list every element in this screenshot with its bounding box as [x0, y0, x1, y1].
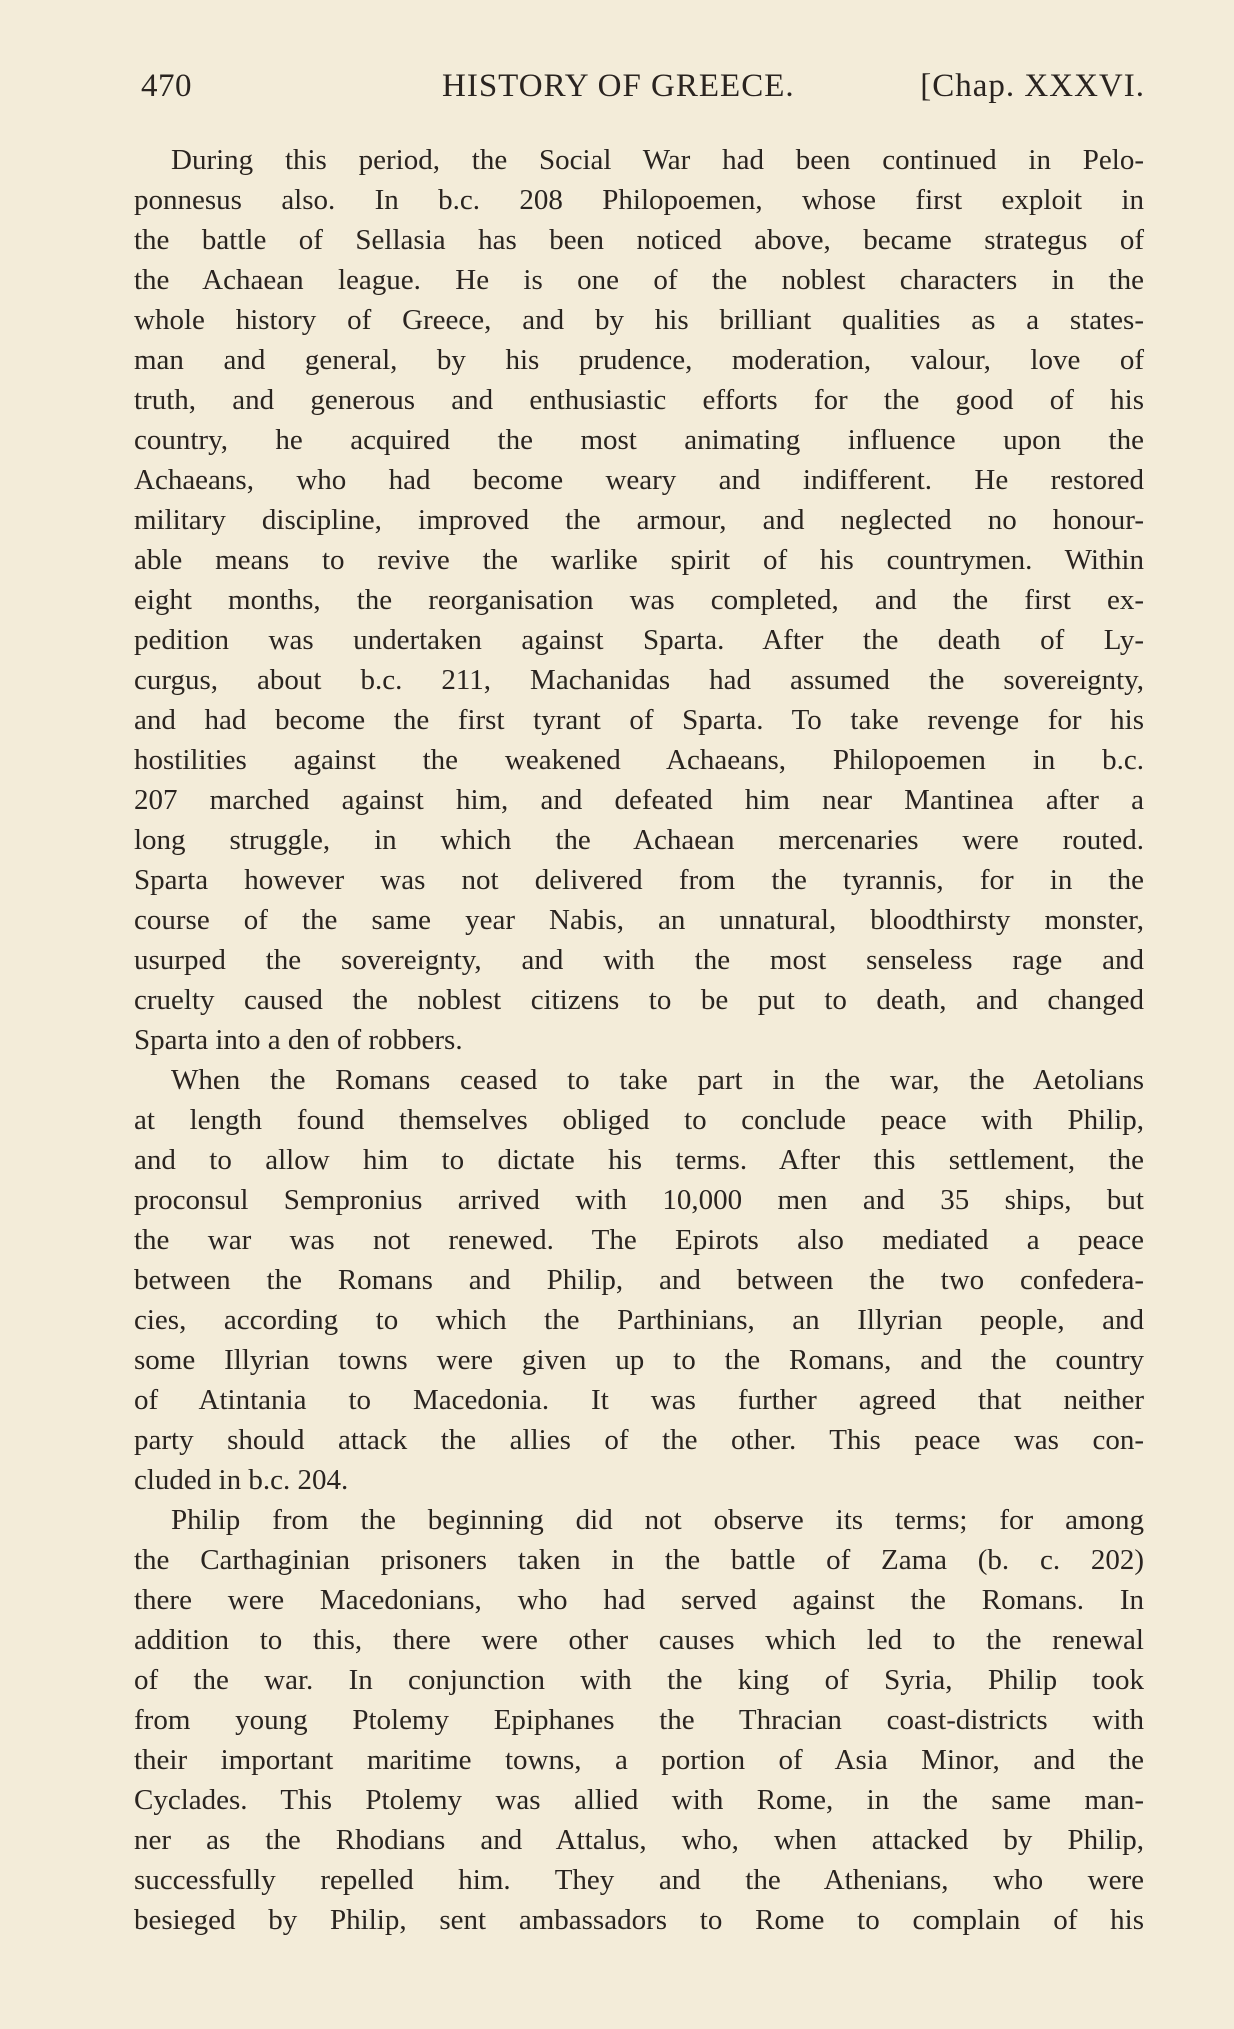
text-line: party should attack the allies of the other. This peace was con- [134, 1424, 1144, 1456]
text-line: Cyclades. This Ptolemy was allied with Rome, in the same man- [134, 1784, 1144, 1816]
text-line: whole history of Greece, and by his brilliant qualities as a states- [134, 304, 1144, 336]
text-line: of the war. In conjunction with the king of Syria, Philip took [134, 1664, 1144, 1696]
text-line: truth, and generous and enthusiastic efforts for the good of his [134, 384, 1144, 416]
text-line: there were Macedonians, who had served against the Romans. In [134, 1584, 1144, 1616]
text-line: curgus, about b.c. 211, Machanidas had assumed the sovereignty, [134, 664, 1144, 696]
text-line: Philip from the beginning did not observe its terms; for among [171, 1504, 1144, 1536]
paragraph [134, 1500, 1144, 1940]
chapter-reference: [Chap. XXXVI. [920, 68, 1145, 104]
text-line: course of the same year Nabis, an unnatural, bloodthirsty monster, [134, 904, 1144, 936]
text-line: from young Ptolemy Epiphanes the Thracian coast-districts with [134, 1704, 1144, 1736]
text-line: eight months, the reorganisation was completed, and the first ex- [134, 584, 1144, 616]
text-line: between the Romans and Philip, and between the two confedera- [134, 1264, 1144, 1296]
running-title: HISTORY OF GREECE. [442, 68, 795, 104]
text-line: addition to this, there were other causes which led to the renewal [134, 1624, 1144, 1656]
text-line: Sparta into a den of robbers. [134, 1024, 463, 1056]
text-line: During this period, the Social War had been continued in Pelo- [171, 144, 1144, 176]
text-line: able means to revive the warlike spirit of his countrymen. Within [134, 544, 1144, 576]
body-text [134, 140, 1144, 1940]
text-line: ner as the Rhodians and Attalus, who, when attacked by Philip, [134, 1824, 1144, 1856]
text-line: the battle of Sellasia has been noticed above, became strategus of [134, 224, 1144, 256]
text-line: some Illyrian towns were given up to the Romans, and the country [134, 1344, 1144, 1376]
text-line: cies, according to which the Parthinians, an Illyrian people, and [134, 1304, 1144, 1336]
text-line: hostilities against the weakened Achaeans, Philopoemen in b.c. [134, 744, 1144, 776]
text-line: usurped the sovereignty, and with the most senseless rage and [134, 944, 1144, 976]
paragraph [134, 140, 1144, 1060]
page-number: 470 [141, 68, 192, 104]
text-line: 207 marched against him, and defeated him near Mantinea after a [134, 784, 1144, 816]
paragraph [134, 1060, 1144, 1500]
text-line: country, he acquired the most animating influence upon the [134, 424, 1144, 456]
text-line: pedition was undertaken against Sparta. After the death of Ly- [134, 624, 1144, 656]
text-line: the war was not renewed. The Epirots also mediated a peace [134, 1224, 1144, 1256]
text-line: cluded in b.c. 204. [134, 1464, 349, 1496]
text-line: man and general, by his prudence, moderation, valour, love of [134, 344, 1144, 376]
text-line: the Carthaginian prisoners taken in the battle of Zama (b. c. 202) [134, 1544, 1144, 1576]
text-line: ponnesus also. In b.c. 208 Philopoemen, whose first exploit in [134, 184, 1144, 216]
text-line: successfully repelled him. They and the Athenians, who were [134, 1864, 1144, 1896]
text-line: cruelty caused the noblest citizens to be put to death, and changed [134, 984, 1144, 1016]
text-line: When the Romans ceased to take part in the war, the Aetolians [171, 1064, 1144, 1096]
text-line: at length found themselves obliged to conclude peace with Philip, [134, 1104, 1144, 1136]
text-line: of Atintania to Macedonia. It was further agreed that neither [134, 1384, 1144, 1416]
text-line: their important maritime towns, a portion of Asia Minor, and the [134, 1744, 1144, 1776]
text-line: long struggle, in which the Achaean mercenaries were routed. [134, 824, 1144, 856]
text-line: proconsul Sempronius arrived with 10,000 men and 35 ships, but [134, 1184, 1144, 1216]
text-line: Sparta however was not delivered from the tyrannis, for in the [134, 864, 1144, 896]
text-line: the Achaean league. He is one of the noblest characters in the [134, 264, 1144, 296]
page-header [141, 62, 1145, 112]
text-line: Achaeans, who had become weary and indifferent. He restored [134, 464, 1144, 496]
text-line: and had become the first tyrant of Sparta. To take revenge for his [134, 704, 1144, 736]
text-line: besieged by Philip, sent ambassadors to Rome to complain of his [134, 1904, 1144, 1936]
text-line: and to allow him to dictate his terms. After this settlement, the [134, 1144, 1144, 1176]
text-line: military discipline, improved the armour, and neglected no honour- [134, 504, 1144, 536]
